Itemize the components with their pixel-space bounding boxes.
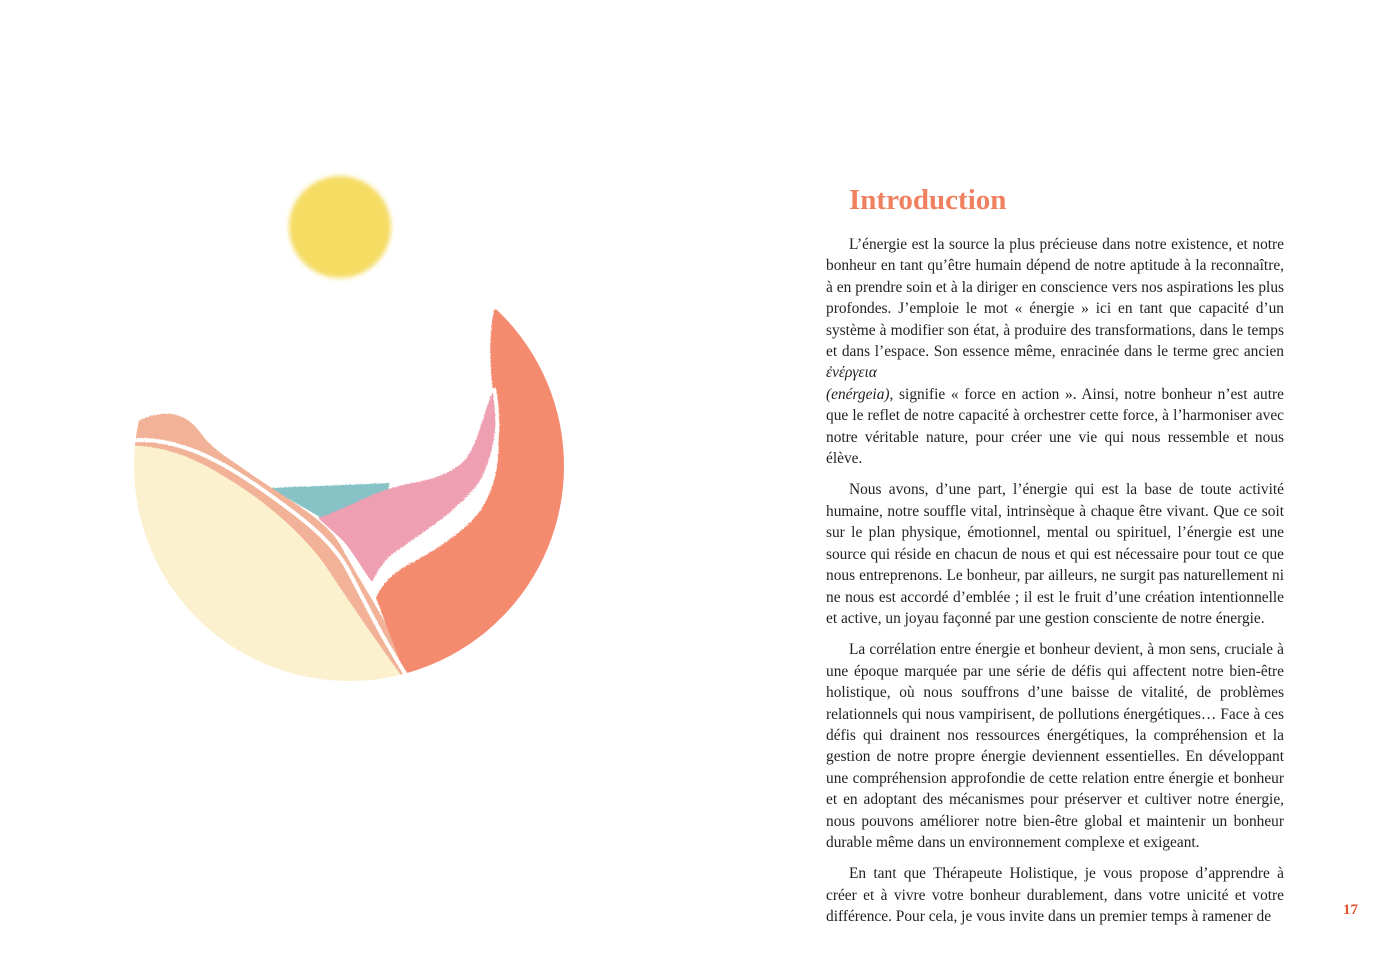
text-column	[826, 180, 1284, 938]
transliteration: (enérgeia)	[826, 385, 890, 403]
paragraph-3: La corrélation entre énergie et bonheur devient, à mon sens, cruciale à une époque marquée par une série de défis qui affectent notre bien-être holistique, où nous souffrons d’une baisse de vitalité, de problèmes relationnels qui nous vampirisent, de pollutions énergétiques… Face à ces défis qui drainent nos ressources énergétiques, la compréhension et la gestion de notre propre énergie deviennent essentielles. En développant une compréhension approfondie de cette relation entre énergie et bonheur et en adoptant des mécanismes pour préserver et cultiver notre énergie, nous pouvons améliorer notre bien-être global et maintenir un bonheur durable même dans un environnement complexe et exigeant.	[826, 641, 1284, 851]
paragraph-1	[826, 234, 1284, 469]
sun-over-hills-illustration	[120, 170, 580, 700]
paragraph-4: En tant que Thérapeute Holistique, je vous propose d’apprendre à créer et à vivre votre bonheur durablement, dans votre unicité et votre différence. Pour cela, je vous invite dans un premier temps à ramener de	[826, 865, 1284, 926]
greek-term: ἐνέργεια	[826, 364, 877, 382]
paragraph-text: L’énergie est la source la plus précieuse dans notre existence, et notre bonheur en tant qu’être humain dépend de notre aptitude à la reconnaître, à en prendre soin et à la diriger en conscience vers nos aspirations les plus profondes. J’emploie le mot « énergie » ici en tant que capacité d’un système à modifier son état, à produire des transformations, dans le temps et dans l’espace. Son essence même, enracinée dans le terme grec ancien	[826, 236, 1284, 361]
landscape-group	[120, 307, 580, 690]
sun-icon	[289, 176, 391, 278]
paragraph-text: , signifie « force en action ». Ainsi, notre bonheur n’est autre que le reflet de notre capacité à orchestrer cette force, à l’harmoniser avec notre véritable nature, pour créer une vie qui nous ressemble et nous élève.	[826, 385, 1284, 468]
paragraph-2: Nous avons, d’une part, l’énergie qui est la base de toute activité humaine, notre souffle vital, intrinsèque à chaque être vivant. Que ce soit sur le plan physique, émotionnel, mental ou spirituel, l’énergie est une source qui réside en chacun de nous et qui est nécessaire pour tout ce que nous entreprenons. Le bonheur, par ailleurs, ne surgit pas naturellement ni ne nous est accordé d’emblée ; il est le fruit d’une création intentionnelle et active, un joyau façonné par une gestion consciente de notre énergie.	[826, 481, 1284, 627]
illustration-canvas	[120, 170, 580, 700]
page-title: Introduction	[849, 184, 1007, 216]
page-number: 17	[1343, 902, 1358, 918]
